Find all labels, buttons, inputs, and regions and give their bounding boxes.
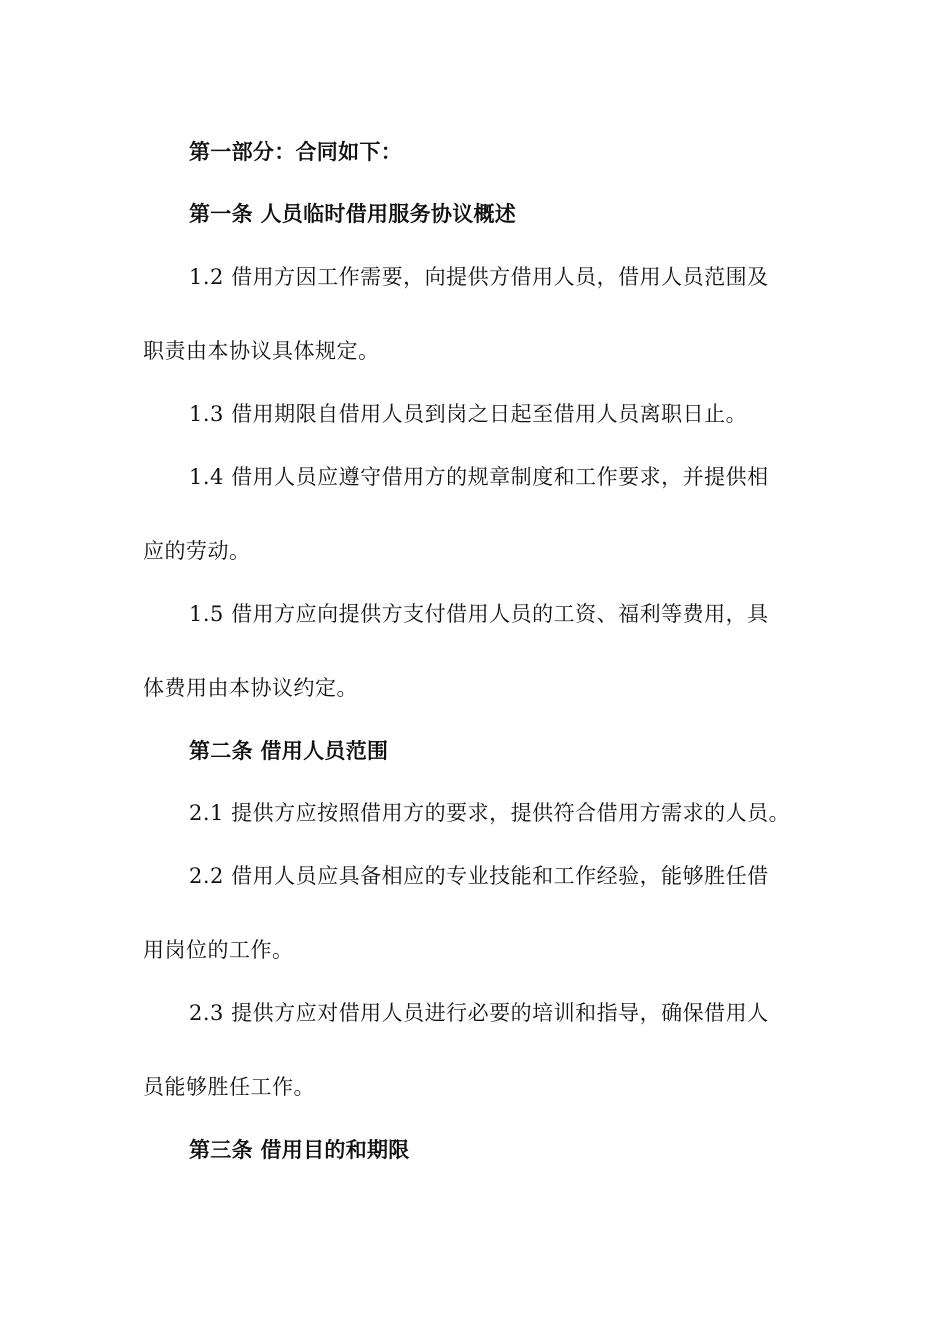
clause-1-2-line1: 1.2 借用方因工作需要，向提供方借用人员，借用人员范围及 xyxy=(189,265,769,289)
clause-1-3: 1.3 借用期限自借用人员到岗之日起至借用人员离职日止。 xyxy=(189,402,748,426)
clause-2-2-line1: 2.2 借用人员应具备相应的专业技能和工作经验，能够胜任借 xyxy=(189,864,769,888)
article2-heading: 第二条 借用人员范围 xyxy=(189,739,389,763)
clause-1-2-line2: 职责由本协议具体规定。 xyxy=(143,339,380,363)
clause-2-3-line2: 员能够胜任工作。 xyxy=(143,1075,315,1099)
clause-2-2-line2: 用岗位的工作。 xyxy=(143,938,294,962)
article1-heading: 第一条 人员临时借用服务协议概述 xyxy=(189,202,517,226)
clause-2-1: 2.1 提供方应按照借用方的要求，提供符合借用方需求的人员。 xyxy=(189,801,791,825)
clause-1-5-line1: 1.5 借用方应向提供方支付借用人员的工资、福利等费用，具 xyxy=(189,602,769,626)
article3-heading: 第三条 借用目的和期限 xyxy=(189,1138,410,1162)
clause-2-3-line1: 2.3 提供方应对借用人员进行必要的培训和指导，确保借用人 xyxy=(189,1001,769,1025)
part-heading: 第一部分：合同如下： xyxy=(189,140,402,164)
clause-1-4-line2: 应的劳动。 xyxy=(143,539,251,563)
clause-1-4-line1: 1.4 借用人员应遵守借用方的规章制度和工作要求，并提供相 xyxy=(189,465,769,489)
clause-1-5-line2: 体费用由本协议约定。 xyxy=(143,676,358,700)
